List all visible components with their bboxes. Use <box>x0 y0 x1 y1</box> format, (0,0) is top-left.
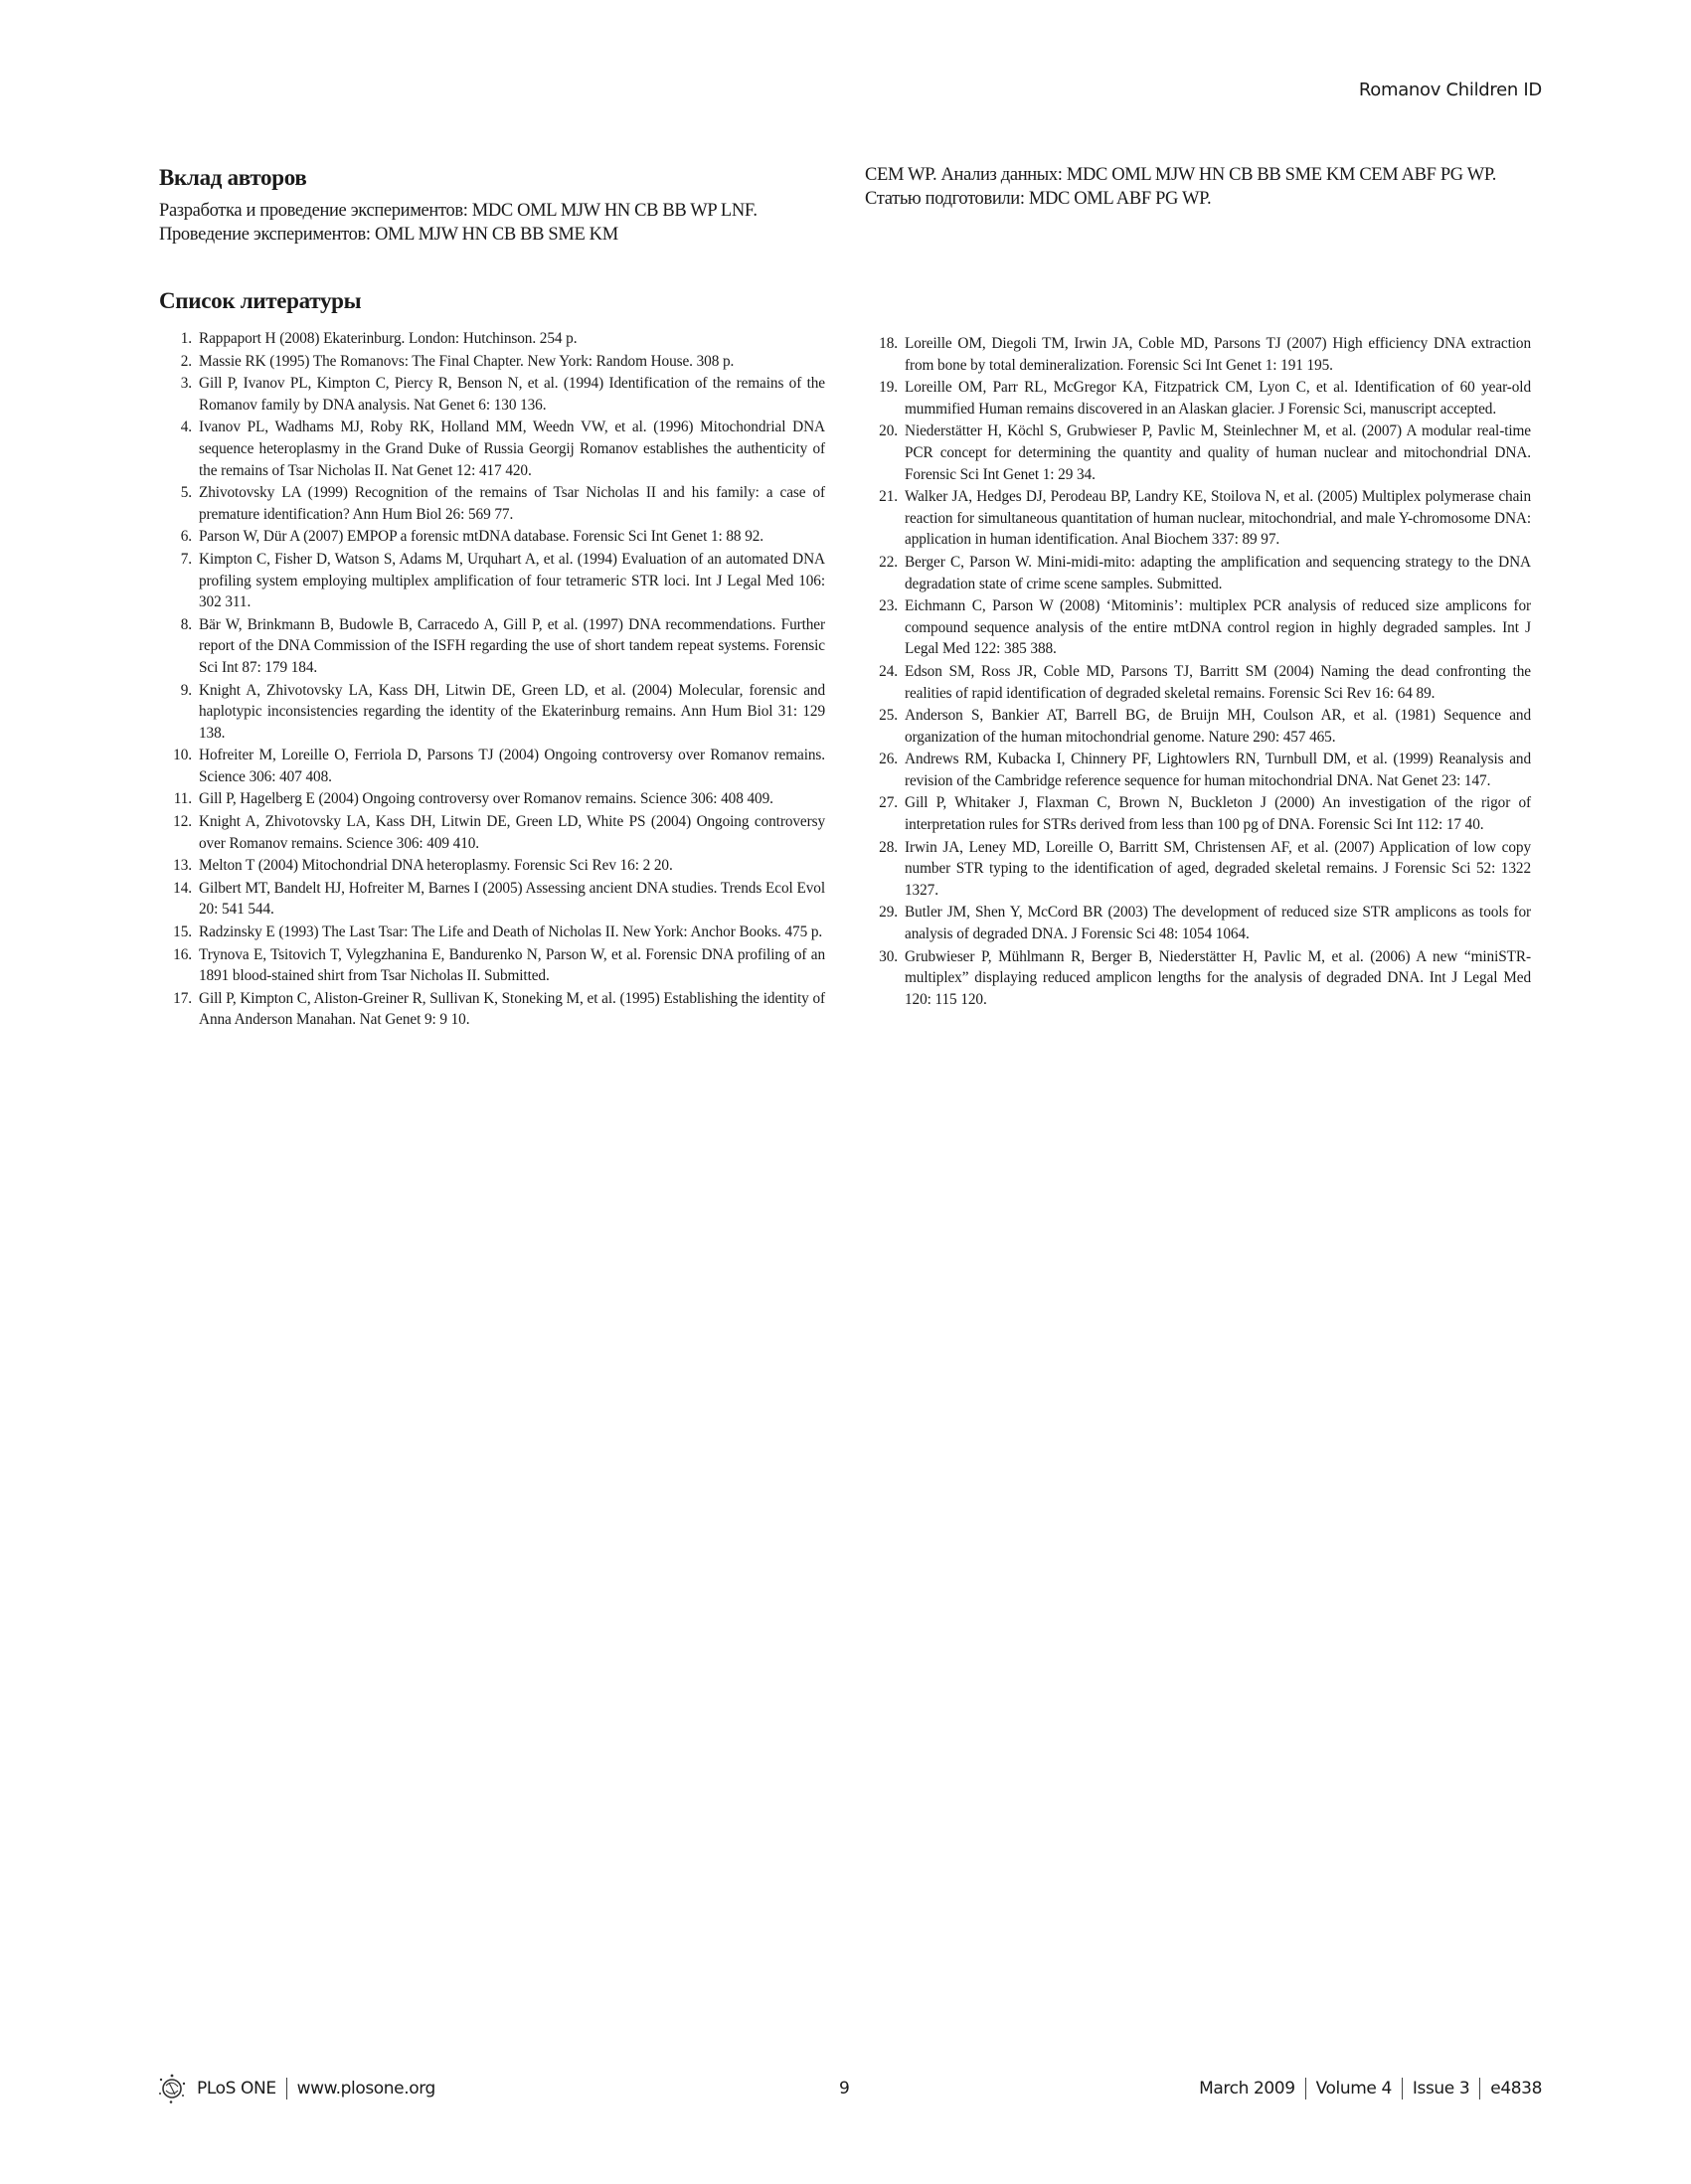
running-title: Romanov Children ID <box>1358 80 1542 100</box>
reference-item <box>159 988 825 1031</box>
reference-number: 9. <box>180 681 192 699</box>
references-section <box>159 288 825 1032</box>
references-list-left <box>159 328 825 1031</box>
reference-number: 6. <box>180 528 192 546</box>
reference-text: Knight A, Zhivotovsky LA, Kass DH, Litwin DE, Green LD, White PS (2004) Ongoing controversy over Romanov remains. Science 306: 409 410. <box>199 813 825 852</box>
references-heading: Список литературы <box>159 288 362 313</box>
reference-number: 8. <box>180 615 192 633</box>
reference-item <box>865 552 1531 594</box>
reference-text: Berger C, Parson W. Mini-midi-mito: adapting the amplification and sequencing strategy to the DNA degradation state of crime scene samples. Submitted. <box>905 553 1531 592</box>
reference-number: 20. <box>879 422 898 440</box>
reference-text: Gill P, Kimpton C, Aliston-Greiner R, Sullivan K, Stoneking M, et al. (1995) Establishing the identity of Anna Anderson Manahan. Nat Genet 9: 9 10. <box>199 989 825 1029</box>
reference-text: Kimpton C, Fisher D, Watson S, Adams M, Urquhart A, et al. (1994) Evaluation of an automated DNA profiling system employing multiplex amplification of four tetrameric STR loci. Int J Legal Med 106: 302 311. <box>199 550 825 611</box>
reference-number: 12. <box>173 813 192 831</box>
reference-number: 21. <box>879 488 898 506</box>
divider <box>1305 2078 1306 2100</box>
contributions-text-left: Разработка и проведение экспериментов: MDC OML MJW HN CB BB WP LNF. Проведение экспериментов: OML MJW HN CB BB SME KM <box>159 201 758 245</box>
reference-item <box>159 855 825 877</box>
plos-logo-icon <box>157 2074 187 2103</box>
reference-item <box>159 878 825 921</box>
reference-item <box>865 595 1531 660</box>
reference-item <box>865 705 1531 748</box>
reference-item <box>159 373 825 416</box>
reference-item <box>159 944 825 987</box>
reference-text: Ivanov PL, Wadhams MJ, Roby RK, Holland MM, Weedn VW, et al. (1996) Mitochondrial DNA sequence heteroplasmy in the Grand Duke of Russia Georgij Romanov establishes the authenticity of the remains of Tsar Nicholas II. Nat Genet 12: 417 420. <box>199 419 825 479</box>
reference-item <box>159 417 825 481</box>
divider <box>1402 2078 1403 2100</box>
reference-number: 24. <box>879 662 898 680</box>
reference-item <box>159 328 825 350</box>
reference-text: Loreille OM, Parr RL, McGregor KA, Fitzpatrick CM, Lyon C, et al. Identification of 60 year-old mummified Human remains discovered in an Alaskan glacier. J Forensic Sci, manuscript accepted. <box>905 379 1531 418</box>
reference-item <box>865 792 1531 835</box>
reference-number: 30. <box>879 947 898 965</box>
reference-text: Gill P, Hagelberg E (2004) Ongoing controversy over Romanov remains. Science 306: 408 409. <box>199 790 773 808</box>
references-section-right <box>865 333 1531 1011</box>
page-footer <box>157 2074 1542 2103</box>
reference-number: 4. <box>180 419 192 436</box>
reference-text: Massie RK (1995) The Romanovs: The Final Chapter. New York: Random House. 308 p. <box>199 352 735 370</box>
reference-text: Niederstätter H, Köchl S, Grubwieser P, Pavlic M, Steinlechner M, et al. (2007) A modular real-time PCR concept for determining the quantity and quality of human nuclear and mitochondrial DNA. Forensic Sci Int Genet 1: 29 34. <box>905 422 1531 483</box>
reference-number: 3. <box>180 375 192 393</box>
reference-number: 11. <box>173 790 192 808</box>
reference-number: 22. <box>879 553 898 571</box>
reference-number: 17. <box>173 989 192 1007</box>
reference-text: Gilbert MT, Bandelt HJ, Hofreiter M, Barnes I (2005) Assessing ancient DNA studies. Trends Ecol Evol 20: 541 544. <box>199 879 825 919</box>
reference-text: Irwin JA, Leney MD, Loreille O, Barritt SM, Christensen AF, et al. (2007) Application of low copy number STR typing to the identification of aged, degraded skeletal remains. J Forensic Sci 52: 1322 1327. <box>905 838 1531 899</box>
reference-item <box>159 351 825 373</box>
reference-item <box>159 614 825 679</box>
reference-text: Grubwieser P, Mühlmann R, Berger B, Niederstätter H, Pavlic M, et al. (2006) A new “miniSTR-multiplex” displaying reduced amplicon lengths for the analysis of degraded DNA. Int J Legal Med 120: 115 120. <box>905 947 1531 1008</box>
reference-text: Loreille OM, Diegoli TM, Irwin JA, Coble MD, Parsons TJ (2007) High efficiency DNA extraction from bone by total demineralization. Forensic Sci Int Genet 1: 191 195. <box>905 335 1531 374</box>
reference-text: Walker JA, Hedges DJ, Perodeau BP, Landry KE, Stoilova N, et al. (2005) Multiplex polymerase chain reaction for simultaneous quantitation of human nuclear, mitochondrial, and male Y-chromosome DNA: application in human identification. Anal Biochem 337: 89 97. <box>905 488 1531 549</box>
contributions-heading: Вклад авторов <box>159 165 307 190</box>
reference-text: Andrews RM, Kubacka I, Chinnery PF, Lightowlers RN, Turnbull DM, et al. (1999) Reanalysis and revision of the Cambridge reference sequence for human mitochondrial DNA. Nat Genet 23: 147. <box>905 751 1531 789</box>
reference-text: Eichmann C, Parson W (2008) ‘Mitominis’: multiplex PCR analysis of reduced size amplicons for compound sequence analysis of the entire mtDNA control region in highly degraded samples. Int J Legal Med 122: 385 388. <box>905 597 1531 658</box>
reference-number: 14. <box>173 879 192 897</box>
reference-number: 25. <box>879 707 898 725</box>
reference-text: Edson SM, Ross JR, Coble MD, Parsons TJ, Barritt SM (2004) Naming the dead confronting the realities of rapid identification of degraded skeletal remains. Forensic Sci Rev 16: 64 89. <box>905 662 1531 702</box>
reference-number: 27. <box>879 794 898 812</box>
reference-number: 28. <box>879 838 898 856</box>
reference-item <box>159 922 825 943</box>
reference-number: 26. <box>879 751 898 768</box>
reference-number: 2. <box>180 352 192 370</box>
contributions-continued <box>865 163 1531 211</box>
reference-item <box>865 333 1531 376</box>
reference-number: 5. <box>180 484 192 502</box>
reference-item <box>159 811 825 854</box>
reference-item <box>865 837 1531 902</box>
reference-item <box>159 680 825 745</box>
reference-text: Gill P, Ivanov PL, Kimpton C, Piercy R, Benson N, et al. (1994) Identification of the remains of the Romanov family by DNA analysis. Nat Genet 6: 130 136. <box>199 375 825 414</box>
reference-item <box>865 749 1531 791</box>
reference-number: 23. <box>879 597 898 615</box>
reference-item <box>159 482 825 525</box>
article-id: e4838 <box>1490 2079 1542 2099</box>
reference-text: Rappaport H (2008) Ekaterinburg. London: Hutchinson. 254 p. <box>199 330 578 347</box>
reference-item <box>865 486 1531 551</box>
issue-info <box>1199 2078 1542 2100</box>
reference-number: 16. <box>173 945 192 963</box>
reference-text: Knight A, Zhivotovsky LA, Kass DH, Litwin DE, Green LD, et al. (2004) Molecular, forensic and haplotypic inconsistencies regarding the identity of the Ekaterinburg remains. Ann Hum Biol 31: 129 138. <box>199 681 825 742</box>
reference-item <box>865 377 1531 420</box>
reference-text: Butler JM, Shen Y, McCord BR (2003) The development of reduced size STR amplicons as tools for analysis of degraded DNA. J Forensic Sci 48: 1054 1064. <box>905 904 1531 943</box>
issue-volume: Volume 4 <box>1315 2079 1392 2099</box>
reference-text: Trynova E, Tsitovich T, Vylegzhanina E, Bandurenko N, Parson W, et al. Forensic DNA profiling of an 1891 blood-stained shirt from Tsar Nicholas II. Submitted. <box>199 945 825 985</box>
contributions-text-right: CEM WP. Анализ данных: MDC OML MJW HN CB BB SME KM CEM ABF PG WP. Статью подготовили: MDC OML ABF PG WP. <box>865 165 1496 209</box>
reference-text: Gill P, Whitaker J, Flaxman C, Brown N, Buckleton J (2000) An investigation of the rigor of interpretation rules for STRs derived from less than 100 pg of DNA. Forensic Sci Int 112: 17 40. <box>905 794 1531 834</box>
reference-number: 1. <box>180 330 192 347</box>
divider <box>286 2078 287 2100</box>
reference-text: Radzinsky E (1993) The Last Tsar: The Life and Death of Nicholas II. New York: Anchor Books. 475 p. <box>199 924 823 941</box>
reference-item <box>865 661 1531 704</box>
reference-item <box>159 526 825 548</box>
reference-text: Hofreiter M, Loreille O, Ferriola D, Parsons TJ (2004) Ongoing controversy over Romanov remains. Science 306: 407 408. <box>199 747 825 785</box>
contributions-section <box>159 165 825 247</box>
reference-item <box>159 788 825 810</box>
reference-number: 10. <box>173 747 192 764</box>
divider <box>1479 2078 1480 2100</box>
page-number: 9 <box>839 2079 850 2099</box>
issue-date: March 2009 <box>1199 2079 1295 2099</box>
reference-number: 19. <box>879 379 898 397</box>
issue-number: Issue 3 <box>1412 2079 1470 2099</box>
references-list-right <box>865 333 1531 1010</box>
reference-number: 29. <box>879 904 898 922</box>
journal-name: PLoS ONE <box>197 2079 276 2099</box>
reference-item <box>159 549 825 613</box>
journal-url[interactable]: www.plosone.org <box>296 2079 435 2099</box>
reference-number: 15. <box>173 924 192 941</box>
reference-number: 18. <box>879 335 898 352</box>
reference-text: Parson W, Dür A (2007) EMPOP a forensic mtDNA database. Forensic Sci Int Genet 1: 88 92. <box>199 528 764 546</box>
reference-text: Anderson S, Bankier AT, Barrell BG, de Bruijn MH, Coulson AR, et al. (1981) Sequence and organization of the human mitochondrial genome. Nature 290: 457 465. <box>905 707 1531 746</box>
reference-item <box>865 946 1531 1011</box>
reference-number: 7. <box>180 550 192 568</box>
reference-text: Bär W, Brinkmann B, Budowle B, Carracedo A, Gill P, et al. (1997) DNA recommendations. Further report of the DNA Commission of the ISFH regarding the use of short tandem repeat systems. Forensic Sci Int 87: 179 184. <box>199 615 825 676</box>
reference-number: 13. <box>173 857 192 875</box>
reference-item <box>865 902 1531 944</box>
reference-item <box>159 745 825 787</box>
reference-item <box>865 420 1531 485</box>
reference-text: Zhivotovsky LA (1999) Recognition of the remains of Tsar Nicholas II and his family: a case of premature identification? Ann Hum Biol 26: 569 77. <box>199 484 825 523</box>
reference-text: Melton T (2004) Mitochondrial DNA heteroplasmy. Forensic Sci Rev 16: 2 20. <box>199 857 673 875</box>
